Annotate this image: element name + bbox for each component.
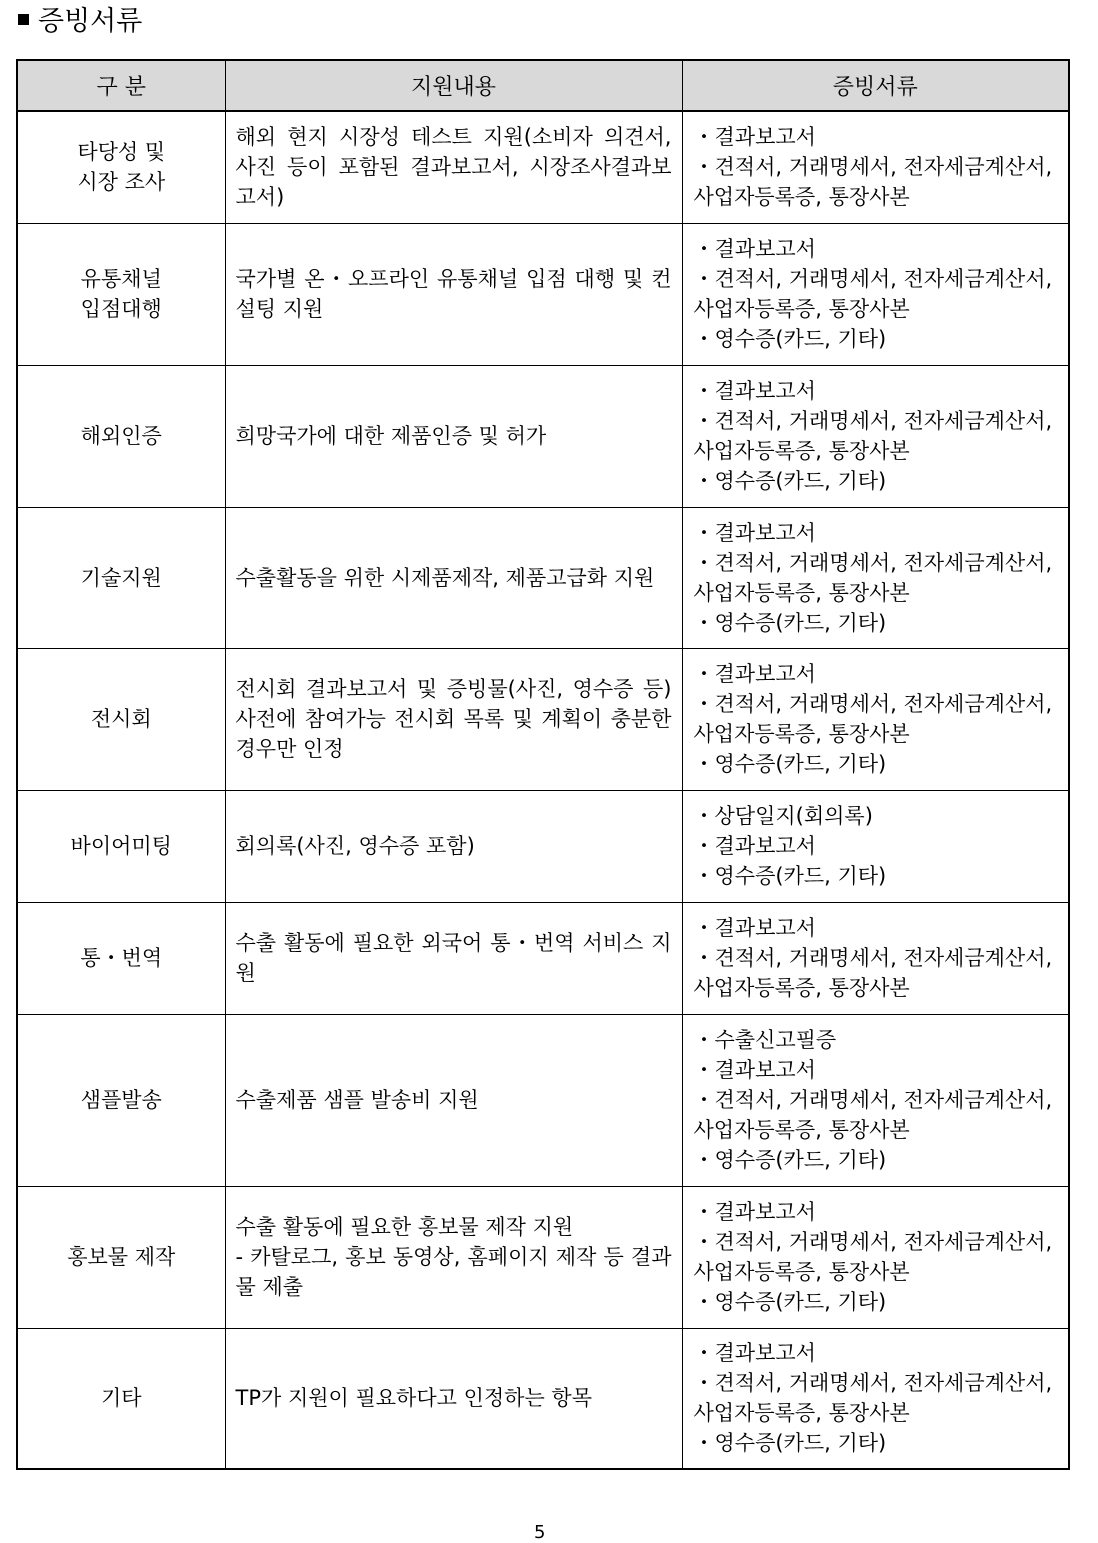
table-row (17, 223, 1069, 365)
row-documents (682, 902, 1069, 1014)
row-description: 전시회 결과보고서 및 증빙물(사진, 영수증 등) 사전에 참여가능 전시회 목록 및 계획이 충분한 경우만 인정 (225, 648, 682, 790)
document-item: ・결과보고서 (693, 520, 816, 545)
document-item: ・견적서, 거래명세서, 전자세금계산서, 사업자등록증, 통장사본 (693, 550, 1053, 605)
row-documents (682, 223, 1069, 365)
document-item: ・영수증(카드, 기타) (693, 1431, 887, 1456)
document-item: ・결과보고서 (693, 834, 816, 858)
document-item: ・영수증(카드, 기타) (693, 327, 887, 351)
table-row (17, 790, 1069, 902)
document-item: ・상담일지(회의록) (693, 804, 873, 828)
row-description: 국가별 온・오프라인 유통채널 입점 대행 및 컨설팅 지원 (225, 223, 682, 365)
evidence-documents-table (16, 59, 1070, 1470)
document-item: ・영수증(카드, 기타) (693, 469, 887, 493)
table-row (17, 648, 1069, 790)
page-number: 5 (534, 1522, 546, 1543)
row-category: 기타 (17, 1328, 225, 1469)
document-item: ・영수증(카드, 기타) (693, 752, 887, 776)
row-documents (682, 111, 1069, 223)
row-category: 홍보물 제작 (17, 1186, 225, 1328)
row-description: 수출 활동에 필요한 외국어 통・번역 서비스 지원 (225, 902, 682, 1014)
row-description: 희망국가에 대한 제품인증 및 허가 (225, 365, 682, 507)
document-item: ・결과보고서 (693, 1058, 816, 1082)
document-item: ・영수증(카드, 기타) (693, 1148, 887, 1172)
document-item: ・영수증(카드, 기타) (693, 610, 887, 635)
section-heading-text: 증빙서류 (38, 6, 143, 37)
document-item: ・수출신고필증 (693, 1028, 837, 1052)
row-documents (682, 1328, 1069, 1469)
row-description: 해외 현지 시장성 테스트 지원(소비자 의견서, 사진 등이 포함된 결과보고서, 시장조사결과보고서) (225, 111, 682, 223)
table-row (17, 1186, 1069, 1328)
document-item: ・견적서, 거래명세서, 전자세금계산서, 사업자등록증, 통장사본 (693, 1230, 1053, 1284)
table-row (17, 111, 1069, 223)
row-category: 해외인증 (17, 365, 225, 507)
document-item: ・결과보고서 (693, 1200, 816, 1224)
row-documents (682, 365, 1069, 507)
table-row (17, 365, 1069, 507)
document-item: ・결과보고서 (693, 1341, 816, 1366)
document-item: ・견적서, 거래명세서, 전자세금계산서, 사업자등록증, 통장사본 (693, 155, 1053, 210)
document-item: ・견적서, 거래명세서, 전자세금계산서, 사업자등록증, 통장사본 (693, 946, 1053, 1000)
row-documents (682, 648, 1069, 790)
header-support-content: 지원내용 (225, 60, 682, 111)
table-row (17, 1328, 1069, 1469)
row-category: 기술지원 (17, 507, 225, 648)
row-category: 샘플발송 (17, 1014, 225, 1186)
header-category: 구 분 (17, 60, 225, 111)
table-row (17, 902, 1069, 1014)
document-item: ・견적서, 거래명세서, 전자세금계산서, 사업자등록증, 통장사본 (693, 267, 1053, 321)
row-category: 전시회 (17, 648, 225, 790)
row-documents (682, 507, 1069, 648)
table-header-row (17, 60, 1069, 111)
row-description: 수출제품 샘플 발송비 지원 (225, 1014, 682, 1186)
row-category: 통・번역 (17, 902, 225, 1014)
document-item: ・견적서, 거래명세서, 전자세금계산서, 사업자등록증, 통장사본 (693, 692, 1053, 746)
document-item: ・견적서, 거래명세서, 전자세금계산서, 사업자등록증, 통장사본 (693, 409, 1053, 463)
row-documents (682, 790, 1069, 902)
section-heading (18, 2, 142, 42)
row-category: 유통채널 입점대행 (17, 223, 225, 365)
document-item: ・결과보고서 (693, 237, 816, 261)
header-evidence-documents: 증빙서류 (682, 60, 1069, 111)
document-item: ・결과보고서 (693, 125, 816, 150)
document-item: ・견적서, 거래명세서, 전자세금계산서, 사업자등록증, 통장사본 (693, 1088, 1053, 1142)
document-item: ・결과보고서 (693, 379, 816, 403)
square-bullet-icon (18, 14, 29, 25)
row-description: TP가 지원이 필요하다고 인정하는 항목 (225, 1328, 682, 1469)
row-description: 수출활동을 위한 시제품제작, 제품고급화 지원 (225, 507, 682, 648)
document-item: ・영수증(카드, 기타) (693, 1290, 887, 1314)
table-row (17, 507, 1069, 648)
table-row (17, 1014, 1069, 1186)
row-documents (682, 1014, 1069, 1186)
row-description: 수출 활동에 필요한 홍보물 제작 지원 - 카탈로그, 홍보 동영상, 홈페이지 제작 등 결과물 제출 (225, 1186, 682, 1328)
row-category: 바이어미팅 (17, 790, 225, 902)
row-documents (682, 1186, 1069, 1328)
document-item: ・견적서, 거래명세서, 전자세금계산서, 사업자등록증, 통장사본 (693, 1371, 1053, 1426)
document-item: ・결과보고서 (693, 916, 816, 940)
row-category: 타당성 및 시장 조사 (17, 111, 225, 223)
document-item: ・결과보고서 (693, 662, 816, 686)
document-item: ・영수증(카드, 기타) (693, 864, 887, 888)
row-description: 회의록(사진, 영수증 포함) (225, 790, 682, 902)
